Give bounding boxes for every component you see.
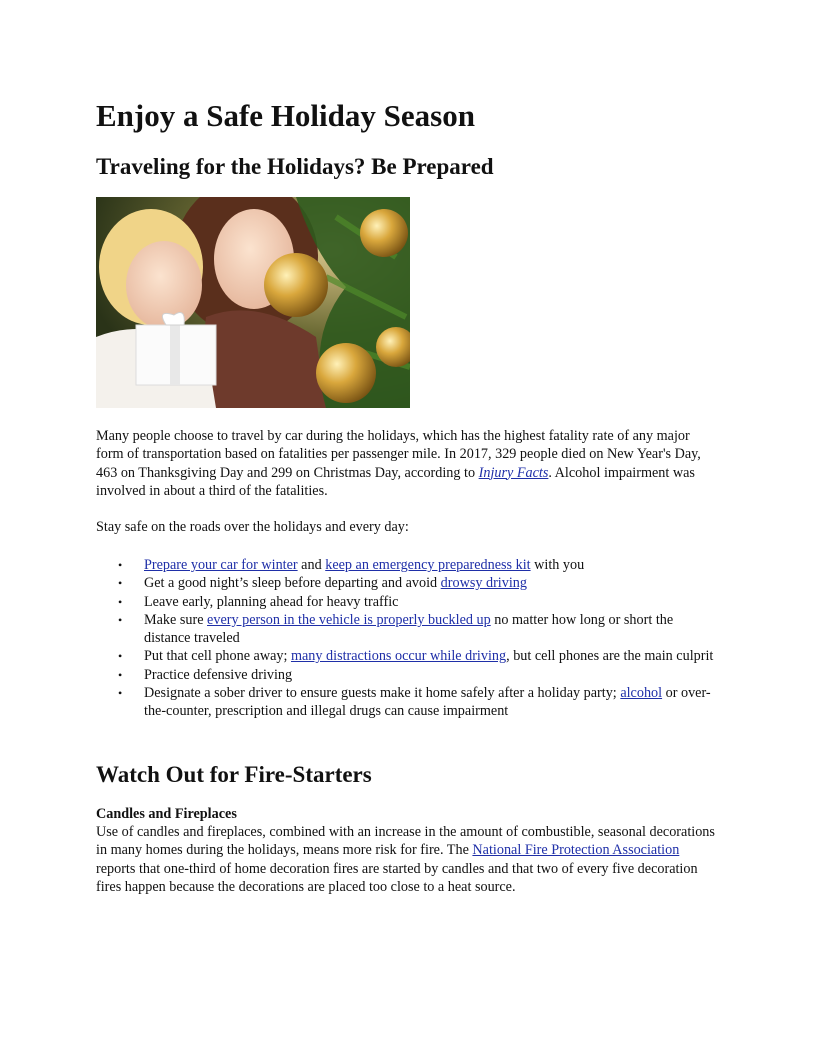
list-item-text: Designate a sober driver to ensure guests make it home safely after a holiday party; — [144, 685, 621, 702]
stay-safe-paragraph: Stay safe on the roads over the holidays and every day: — [96, 519, 409, 535]
travel-intro-paragraph — [96, 427, 720, 500]
list-item-text: and — [297, 557, 326, 573]
list-item-text: Get a good night’s sleep before departing and avoid — [144, 575, 441, 592]
page-title: Enjoy a Safe Holiday Season — [96, 98, 475, 133]
list-item — [96, 556, 720, 574]
distractions-link[interactable]: many distractions occur while driving — [290, 648, 507, 665]
section-heading-fire: Watch Out for Fire-Starters — [96, 762, 372, 787]
candles-text-end: reports that one-third of home decoration fires are started by candles and that two of every five decoration fires happen because the decorations are placed too close to a heat source. — [96, 860, 698, 895]
intro-text-end: . Alcohol impairment was involved in about a third of the fatalities. — [96, 464, 695, 499]
bullet-icon: • — [118, 667, 123, 682]
list-item — [96, 666, 720, 684]
candles-text: Use of candles and fireplaces, combined with an increase in the amount of combustible, seasonal decorations in many homes during the holidays, means more risk for fire. The — [96, 824, 715, 859]
list-item — [96, 684, 720, 721]
list-item-text: Make sure — [144, 611, 208, 628]
intro-text: Many people choose to travel by car during the holidays, which has the highest fatality rate of any major form of transportation based on fatalities per passenger mile. In 2017, 329 people died on New Year's Day, 463 on Thanksgiving Day and 299 on Christmas Day, according to — [96, 428, 701, 481]
list-item — [96, 593, 720, 611]
bullet-icon: • — [118, 594, 123, 609]
holiday-photo — [96, 197, 410, 408]
subheading-candles: Candles and Fireplaces — [96, 806, 237, 822]
bullet-icon: • — [118, 558, 123, 572]
nfpa-link[interactable]: National Fire Protection Association — [472, 842, 680, 859]
list-item — [96, 611, 720, 648]
injury-facts-link[interactable]: Injury Facts — [478, 464, 549, 481]
bullet-icon: • — [118, 686, 123, 701]
list-item-text: Leave early, planning ahead for heavy traffic — [144, 593, 399, 610]
list-item — [96, 647, 720, 665]
list-item-text: Put that cell phone away; — [144, 648, 291, 665]
bullet-icon: • — [118, 612, 123, 627]
list-item — [96, 574, 720, 592]
list-item-text: with you — [530, 557, 585, 573]
candles-paragraph — [96, 823, 720, 896]
buckled-up-link[interactable]: every person in the vehicle is properly buckled up — [207, 611, 491, 628]
list-item-text: no matter how long or short the distance traveled — [144, 611, 674, 647]
bullet-icon: • — [118, 649, 123, 664]
drowsy-driving-link[interactable]: drowsy driving — [440, 575, 527, 592]
list-item-text: , but cell phones are the main culprit — [506, 648, 714, 665]
list-item-text: or over-the-counter, prescription and illegal drugs can cause impairment — [144, 685, 711, 720]
safety-tips-list — [96, 556, 720, 721]
emergency-kit-link[interactable]: keep an emergency preparedness kit — [325, 557, 531, 573]
bullet-icon: • — [118, 576, 123, 591]
prepare-car-link[interactable]: Prepare your car for winter — [144, 557, 298, 573]
alcohol-link[interactable]: alcohol — [620, 685, 663, 702]
section-heading-travel: Traveling for the Holidays? Be Prepared — [96, 154, 494, 179]
list-item-text: Practice defensive driving — [144, 666, 293, 683]
